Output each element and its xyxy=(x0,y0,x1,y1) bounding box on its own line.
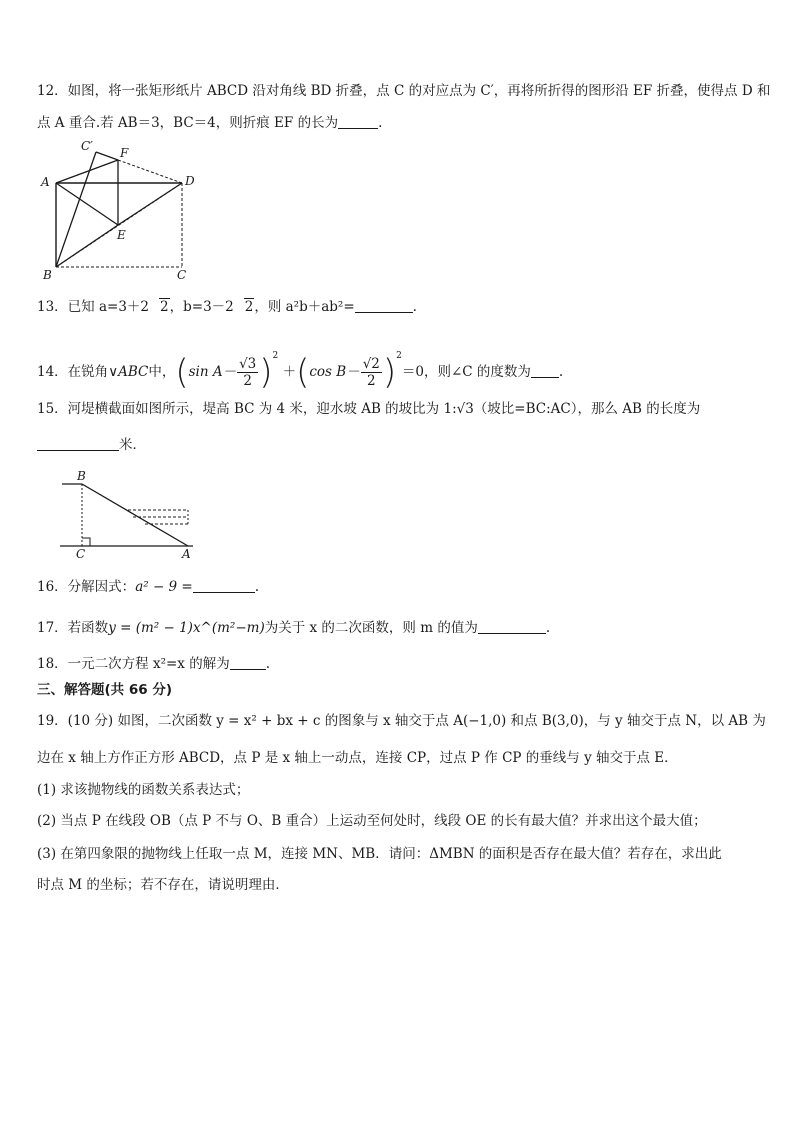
q17-pre: 17．若函数 xyxy=(37,620,109,636)
sqrt-radicand: 2 xyxy=(160,299,169,315)
answer-blank xyxy=(37,436,119,451)
label-b: B xyxy=(77,469,86,483)
label-a: A xyxy=(41,175,50,189)
label-e: E xyxy=(117,228,126,242)
answer-blank xyxy=(355,298,413,313)
answer-blank xyxy=(193,578,255,593)
answer-blank xyxy=(230,655,266,670)
left-paren: ( xyxy=(296,352,310,393)
right-paren: ) xyxy=(259,352,273,393)
q19-line1: 19．(10 分) 如图，二次函数 y = x² + bx + c 的图象与 x 轴交于点 A(−1,0) 和点 B(3,0)，与 y 轴交于点 N，以 AB 为 xyxy=(37,713,766,729)
q13-pre: 13．已知 a=3＋2 xyxy=(37,299,150,315)
label-c: C xyxy=(177,268,187,282)
q14-cos: cos B－ xyxy=(309,364,360,380)
q17-line xyxy=(37,619,550,637)
q18-end: . xyxy=(265,656,271,672)
q17-end: . xyxy=(545,620,551,636)
label-f: F xyxy=(120,146,129,160)
q16-line xyxy=(37,578,259,596)
label-d: D xyxy=(185,174,195,188)
q19-part3-line2: 时点 M 的坐标；若不存在，请说明理由． xyxy=(37,877,289,893)
q14-mid: 中， xyxy=(148,364,176,380)
q12-end: . xyxy=(378,115,383,131)
q13-end: . xyxy=(412,299,417,315)
label-c: C xyxy=(76,547,86,561)
q18-line xyxy=(37,655,270,673)
label-c-prime: C′ xyxy=(81,139,93,153)
fraction-denominator: 2 xyxy=(243,373,252,389)
label-a: A xyxy=(182,547,191,561)
fraction-numerator: √2 xyxy=(362,356,380,372)
q19-part1: (1) 求该抛物线的函数关系表达式； xyxy=(37,782,250,798)
q13-post: ，则 a²b＋ab²= xyxy=(254,299,355,315)
q15-line1: 15．河堤横截面如图所示，堤高 BC 为 4 米，迎水坡 AB 的坡比为 1:√3（坡比=BC:AC），那么 AB 的长度为 xyxy=(37,401,701,417)
right-paren: ) xyxy=(382,352,397,393)
q19-part3-line1: (3) 在第四象限的抛物线上任取一点 M，连接 MN、MB．请问：ΔMBN 的面积是否存在最大值？若存在，求出此 xyxy=(37,846,722,862)
q18-pre: 18．一元二次方程 x²=x 的解为 xyxy=(37,656,230,672)
q12-line2 xyxy=(37,114,382,132)
q13-mid: ，b=3－2 xyxy=(169,299,234,315)
q12-line2-text: 点 A 重合.若 AB＝3，BC＝4，则折痕 EF 的长为 xyxy=(37,115,339,131)
q16-expr: a² − 9 = xyxy=(135,579,193,595)
q15-unit: 米． xyxy=(119,437,146,453)
fraction xyxy=(237,356,258,389)
q14-line xyxy=(37,333,564,393)
q15-line2 xyxy=(37,436,146,454)
q16-pre: 16．分解因式： xyxy=(37,579,136,595)
fraction xyxy=(361,356,382,389)
answer-blank xyxy=(531,363,559,378)
q17-mid: 为关于 x 的二次函数，则 m 的值为 xyxy=(264,620,478,636)
fraction-denominator: 2 xyxy=(366,373,376,389)
q17-expr: y = (m² − 1)x^(m²−m) xyxy=(108,620,265,636)
q12-line1: 12．如图，将一张矩形纸片 ABCD 沿对角线 BD 折叠，点 C 的对应点为 C′，再将所折得的图形沿 EF 折叠，使得点 D 和 xyxy=(37,83,771,99)
fraction-numerator: √3 xyxy=(239,356,257,372)
exponent: 2 xyxy=(272,351,279,361)
sqrt-radicand: 2 xyxy=(244,299,254,315)
q12-figure xyxy=(36,138,206,283)
left-paren: ( xyxy=(175,352,189,393)
exponent: 2 xyxy=(396,351,402,361)
q14-sin: sin A－ xyxy=(188,364,237,380)
q14-end: . xyxy=(558,364,564,380)
q16-end: . xyxy=(254,579,260,595)
q19-part2: (2) 当点 P 在线段 OB（点 P 不与 O、B 重合）上运动至何处时，线段 OE 的长有最大值？并求出这个最大值； xyxy=(37,813,707,829)
q19-line2: 边在 x 轴上方作正方形 ABCD，点 P 是 x 轴上一动点，连接 CP，过点 P 作 CP 的垂线与 y 轴交于点 E． xyxy=(37,750,678,766)
answer-blank xyxy=(478,619,546,634)
q14-pre: 14．在锐角 xyxy=(37,364,109,380)
answer-blank xyxy=(338,114,378,129)
q14-triangle: ∨ABC xyxy=(108,364,149,380)
q13-line xyxy=(37,298,417,316)
q14-post: ＝0，则∠C 的度数为 xyxy=(401,364,531,380)
section-title: 三、解答题(共 66 分) xyxy=(37,682,173,698)
q14-plus: ＋ xyxy=(282,364,297,380)
label-b: B xyxy=(43,268,52,282)
q15-figure xyxy=(58,468,208,563)
